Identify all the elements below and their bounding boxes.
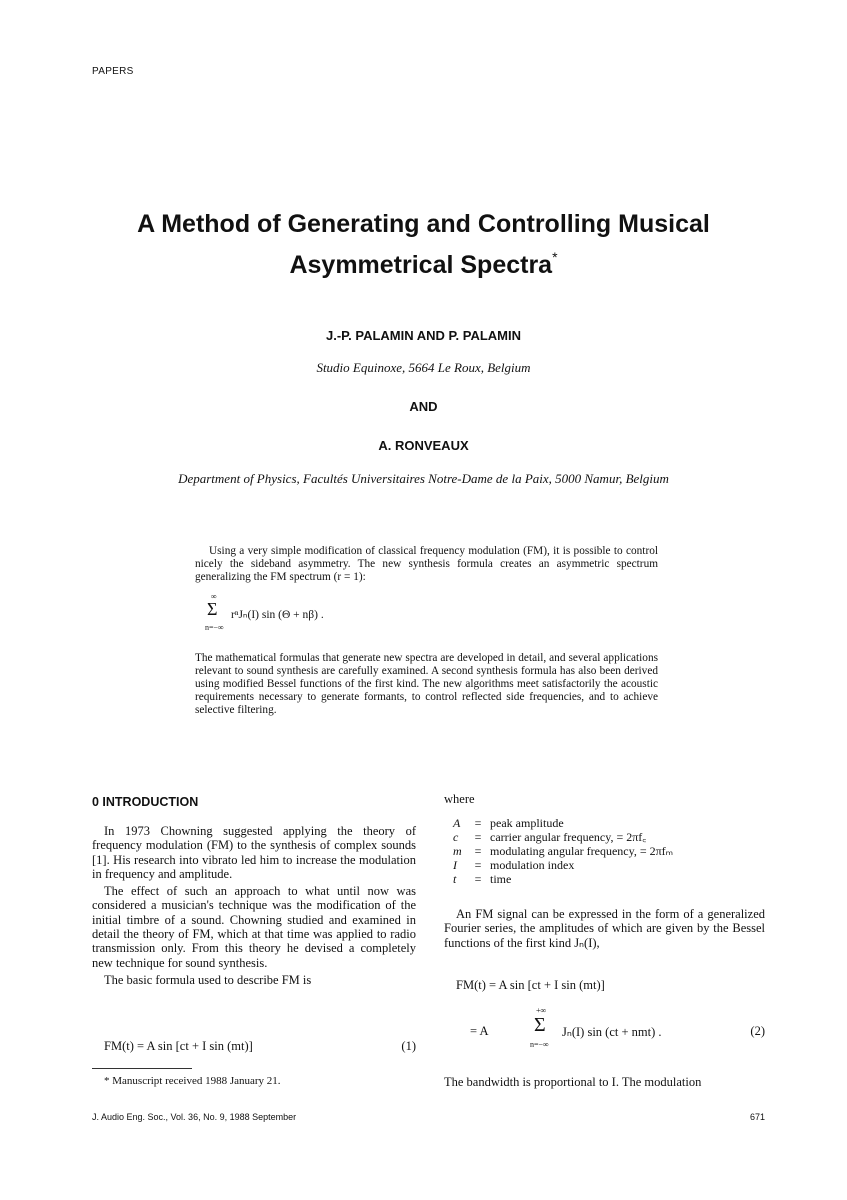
equation-2-number: (2) <box>750 1024 765 1038</box>
definition-row <box>453 816 673 830</box>
bandwidth-paragraph: The bandwidth is proportional to I. The modulation <box>444 1075 702 1089</box>
title-footnote-mark: * <box>552 249 558 265</box>
fm-series-text: An FM signal can be expressed in the form of a generalized Fourier series, the amplitudes of which are given by the Bessel functions of the first kind Jₙ(I), <box>444 907 765 950</box>
affiliation-1: Studio Equinoxe, 5664 Le Roux, Belgium <box>316 360 531 375</box>
equation-2-prefix: = A <box>470 1024 489 1038</box>
definition-meaning: carrier angular frequency, = 2πf꜀ <box>490 830 647 844</box>
definition-symbol: A <box>453 816 461 830</box>
author-names-2: A. RONVEAUX <box>378 438 469 453</box>
journal-citation: J. Audio Eng. Soc., Vol. 36, No. 9, 1988 September <box>92 1112 297 1122</box>
abstract-equation <box>205 592 405 636</box>
sum-upper-limit: +∞ <box>536 1006 547 1015</box>
title-line-1: A Method of Generating and Controlling Musical <box>137 210 710 238</box>
affiliation-2: Department of Physics, Facultés Universitaires Notre-Dame de la Paix, 5000 Namur, Belgium <box>178 471 669 486</box>
intro-paragraph-3: The basic formula used to describe FM is <box>104 972 312 987</box>
equation-2-body: Jₙ(I) sin (ct + nmt) . <box>562 1025 662 1039</box>
sum-lower-limit: n=−∞ <box>530 1040 549 1049</box>
section-heading: 0 INTRODUCTION <box>92 795 199 809</box>
equation-1-number: (1) <box>401 1039 416 1053</box>
equation-2-line-1: FM(t) = A sin [ct + I sin (mt)] <box>456 978 605 992</box>
definition-symbol: m <box>453 844 462 858</box>
footnote-divider <box>92 1068 192 1069</box>
definition-sign: = <box>474 872 482 886</box>
definition-sign: = <box>474 830 482 844</box>
article-title <box>40 208 807 282</box>
title-line-2-text: Asymmetrical Spectra <box>289 251 553 279</box>
running-head: PAPERS <box>92 66 134 77</box>
intro-paragraph-1: In 1973 Chowning suggested applying the theory of frequency modulation (FM) to the synthesis of complex sounds [1]. His research into vibrato led him to increase the modulation in frequency and amplitude. <box>92 824 416 881</box>
definition-meaning: peak amplitude <box>490 816 564 830</box>
abstract-text-2: The mathematical formulas that generate new spectra are developed in detail, and several applications relevant to sound synthesis are carefully examined. A second synthesis formula has also been derived using modified Bessel functions of the first kind. The new algorithms meet satisfactorily the acoustic requirements necessary to generate formants, to control reflected side frequencies, and to achieve selective filtering. <box>195 652 658 716</box>
definition-sign: = <box>474 816 482 830</box>
variable-definitions <box>453 816 673 886</box>
definition-symbol: c <box>453 830 459 844</box>
author-names-1: J.-P. PALAMIN AND P. PALAMIN <box>325 328 522 343</box>
definition-symbol: I <box>453 858 457 872</box>
footnote: * Manuscript received 1988 January 21. <box>104 1075 281 1087</box>
definition-sign: = <box>474 858 482 872</box>
sum-lower-limit: n=−∞ <box>205 623 224 632</box>
abstract-text-1: Using a very simple modification of classical frequency modulation (FM), it is possible to control nicely the sideband asymmetry. The new synthesis formula creates an asymmetric spectrum generalizing the FM spectrum (r = 1): <box>195 545 658 583</box>
definition-meaning: time <box>490 872 512 886</box>
definition-meaning: modulating angular frequency, = 2πfₘ <box>490 844 674 858</box>
abstract-equation-body: rⁿJₙ(I) sin (Θ + nβ) . <box>231 609 324 621</box>
sum-upper-limit: ∞ <box>211 592 217 601</box>
definition-sign: = <box>474 844 482 858</box>
definition-row <box>453 858 673 872</box>
definition-symbol: t <box>453 872 457 886</box>
where-label: where <box>444 792 475 806</box>
abstract-para-1 <box>195 545 658 584</box>
definition-meaning: modulation index <box>490 858 575 872</box>
fm-series-paragraph <box>444 907 765 950</box>
definition-row <box>453 830 673 844</box>
summation-symbol: Σ <box>207 599 218 619</box>
definition-row <box>453 844 673 858</box>
left-column <box>92 824 416 990</box>
abstract-para-2 <box>195 652 658 717</box>
equation-1-text: FM(t) = A sin [ct + I sin (mt)] <box>104 1039 253 1053</box>
intro-paragraph-2: The effect of such an approach to what until now was considered a musician's technique was the modification of the initial timbre of a sound. Chowning studied and examined in detail the theory of FM, which at that time was applied to radio transmission only. From this theory he devised a completely new technique for sound synthesis. <box>92 884 416 970</box>
summation-symbol: Σ <box>534 1014 546 1036</box>
definition-row <box>453 872 673 886</box>
equation-1 <box>104 1039 416 1054</box>
authors-and: AND <box>409 399 438 414</box>
title-line-2 <box>40 241 807 282</box>
page-number: 671 <box>749 1112 765 1122</box>
equation-2-line-2 <box>470 1006 765 1056</box>
